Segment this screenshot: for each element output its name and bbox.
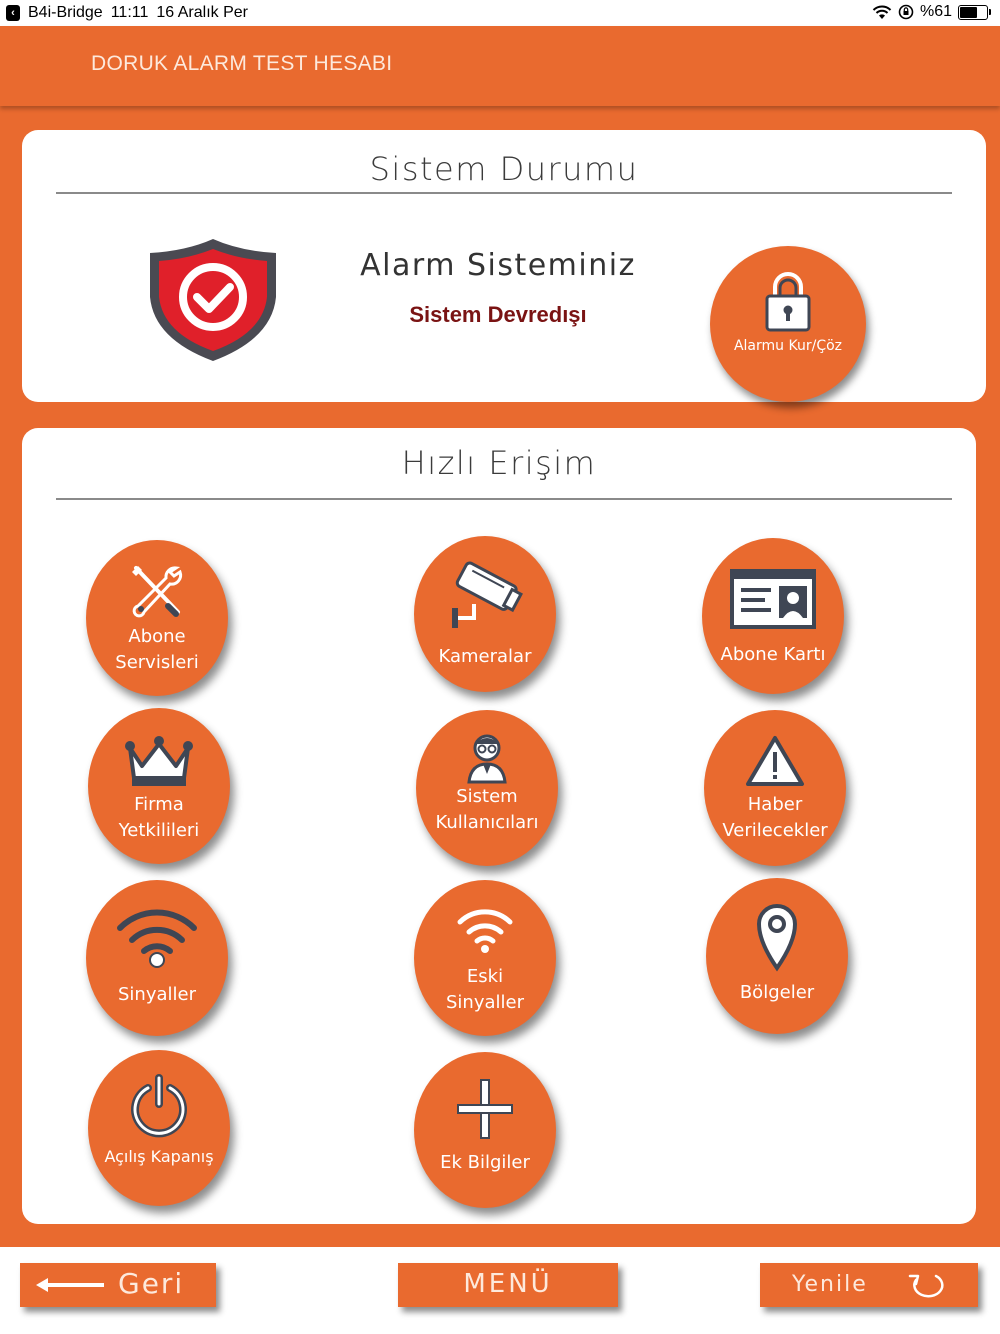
tile-abone-karti[interactable] [702,538,844,694]
tile-label-line2: Sinyaller [446,992,524,1013]
status-bar-right [872,3,988,21]
alarm-status-text: Sistem Devredışı [409,302,587,327]
account-title: DORUK ALARM TEST HESABI [91,52,393,75]
header-bar [0,26,1000,106]
tile-label: Abone Kartı [720,644,826,665]
app-screen [0,26,1000,1247]
divider [56,192,952,194]
tile-bolgeler[interactable] [706,878,848,1034]
plus-icon [456,1078,514,1140]
back-label: Geri [118,1267,185,1300]
system-status-title: Sistem Durumu [369,150,639,188]
tile-label-line1: Sistem [456,786,518,807]
wifi-small-icon [456,906,514,954]
power-icon [130,1074,188,1138]
bottom-bar [0,1247,1000,1334]
quick-access-card [22,428,976,1224]
tile-firma-yetkilileri[interactable] [88,708,230,864]
tile-ek-bilgiler[interactable] [414,1052,556,1208]
tile-label [88,792,230,844]
camera-icon [444,560,526,632]
wifi-status-icon [872,4,892,20]
tile-label: Açılış Kapanış [104,1147,214,1166]
divider [56,498,952,500]
warning-icon [744,734,806,788]
tile-sinyaller[interactable] [86,880,228,1036]
tile-label-line2: Kullanıcıları [435,812,539,833]
tile-label [704,792,846,844]
id-card-icon [729,568,817,630]
menu-button[interactable] [398,1263,618,1307]
tile-label-line1: Abone [128,626,186,647]
battery-icon [958,5,988,20]
refresh-button[interactable] [760,1263,978,1307]
back-to-app-icon[interactable]: ‹ [6,5,20,21]
tile-label [86,624,228,676]
back-button[interactable] [20,1263,216,1307]
crown-icon [122,734,196,788]
tools-icon [128,562,186,620]
tile-label-line1: Firma [134,794,184,815]
system-status-card [22,130,986,402]
tile-abone-servisleri[interactable] [86,540,228,696]
refresh-icon [906,1272,950,1300]
arrow-left-icon [34,1277,106,1293]
tile-label [414,964,556,1016]
quick-access-title: Hızlı Erişim [401,444,597,482]
status-time: 11:11 [110,4,149,21]
tile-label-line1: Haber [747,794,803,815]
tile-label: Sinyaller [118,984,196,1005]
tile-kameralar[interactable] [414,536,556,692]
tile-label-line2: Servisleri [115,652,199,673]
tile-label: Bölgeler [739,982,815,1003]
menu-label: MENÜ [463,1269,553,1299]
shield-check-icon [142,235,284,365]
alarm-title: Alarm Sisteminiz [360,248,636,283]
location-pin-icon [755,902,799,972]
tile-haber-verilecekler[interactable] [704,710,846,866]
tile-label-line1: Eski [466,966,504,987]
lock-icon [764,270,812,332]
wifi-icon [116,906,198,968]
tile-eski-sinyaller[interactable] [414,880,556,1036]
status-bar-left [6,4,248,22]
status-app-name[interactable]: B4i-Bridge [28,4,103,21]
tile-acilis-kapanis[interactable] [88,1050,230,1206]
orientation-lock-icon [898,4,914,20]
tile-sistem-kullanicilari[interactable] [416,710,558,866]
refresh-label: Yenile [792,1272,868,1297]
status-bar [0,0,1000,26]
alarm-toggle-label: Alarmu Kur/Çöz [733,338,843,354]
status-date: 16 Aralık Per [156,4,248,21]
alarm-toggle-button[interactable] [710,246,866,402]
tile-label-line2: Verilecekler [722,820,828,841]
user-icon [465,730,509,784]
tile-label-line2: Yetkilileri [118,820,200,841]
tile-label: Kameralar [438,646,532,667]
tile-label [416,784,558,836]
tile-label: Ek Bilgiler [440,1152,530,1173]
battery-percent: %61 [919,3,952,20]
